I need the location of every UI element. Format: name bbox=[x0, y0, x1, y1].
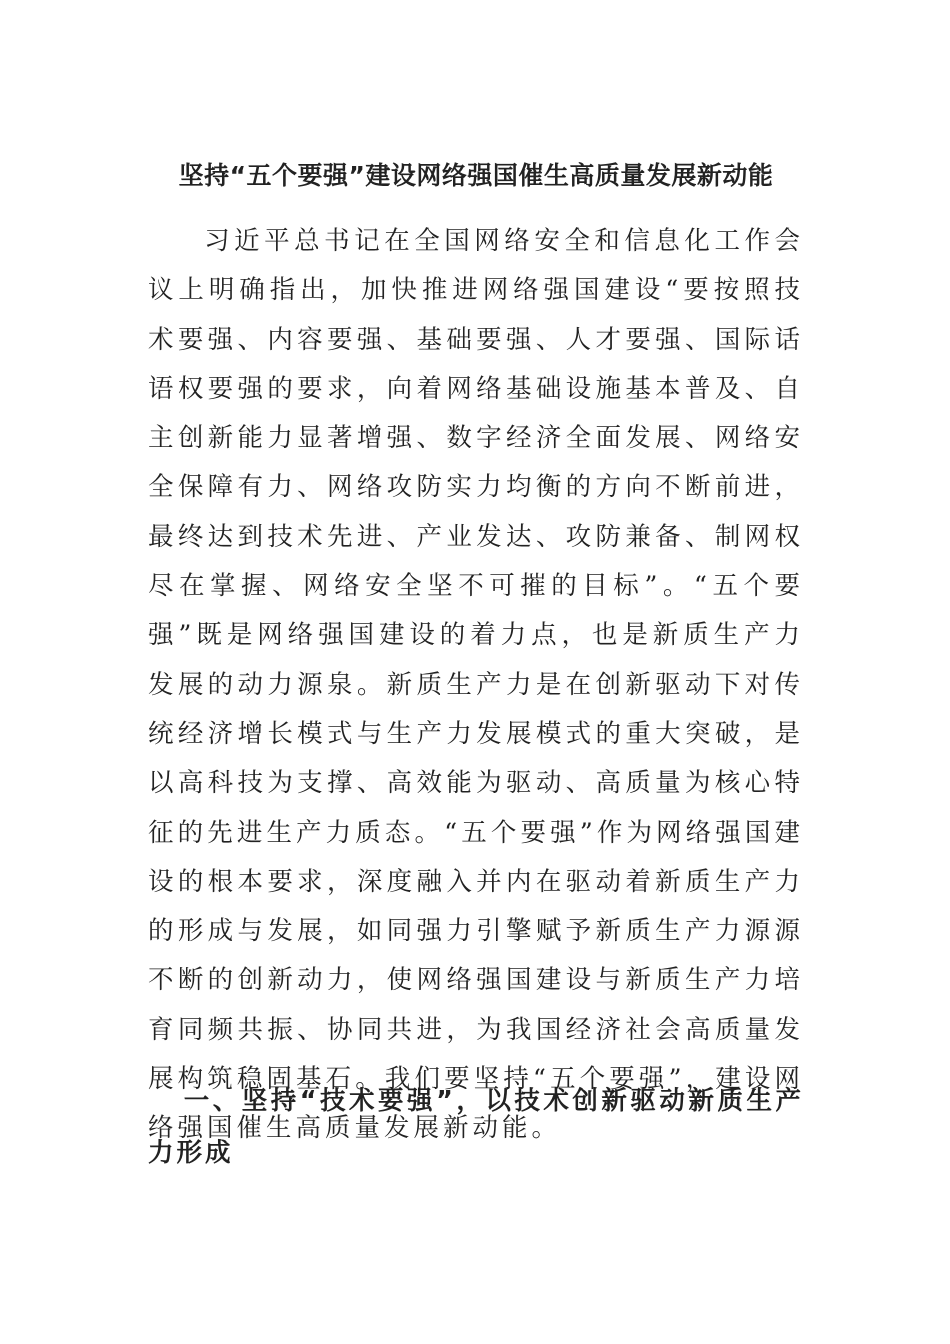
document-title: 坚持“五个要强”建设网络强国催生高质量发展新动能 bbox=[178, 161, 774, 190]
intro-paragraph: 习近平总书记在全国网络安全和信息化工作会议上明确指出，加快推进网络强国建设“要按照技术要强、内容要强、基础要强、人才要强、国际话语权要强的要求，向着网络基础设施基本普及、自主创新能力显著增强、数字经济全面发展、网络安全保障有力、网络攻防实力均衡的方向不断前进，最终达到技术先进、产业发达、攻防兼备、制网权尽在掌握、网络安全坚不可摧的目标”。“五个要强”既是网络强国建设的着力点，也是新质生产力发展的动力源泉。新质生产力是在创新驱动下对传统经济增长模式与生产力发展模式的重大突破，是以高科技为支撑、高效能为驱动、高质量为核心特征的先进生产力质态。“五个要强”作为网络强国建设的根本要求，深度融入并内在驱动着新质生产力的形成与发展，如同强力引擎赋予新质生产力源源不断的创新动力，使网络强国建设与新质生产力培育同频共振、协同共进，为我国经济社会高质量发展构筑稳固基石。我们要坚持“五个要强”，建设网络强国催生高质量发展新动能。 bbox=[148, 226, 804, 1144]
section-heading: 一、坚持“技术要强”，以技术创新驱动新质生产力形成 bbox=[148, 1086, 804, 1168]
